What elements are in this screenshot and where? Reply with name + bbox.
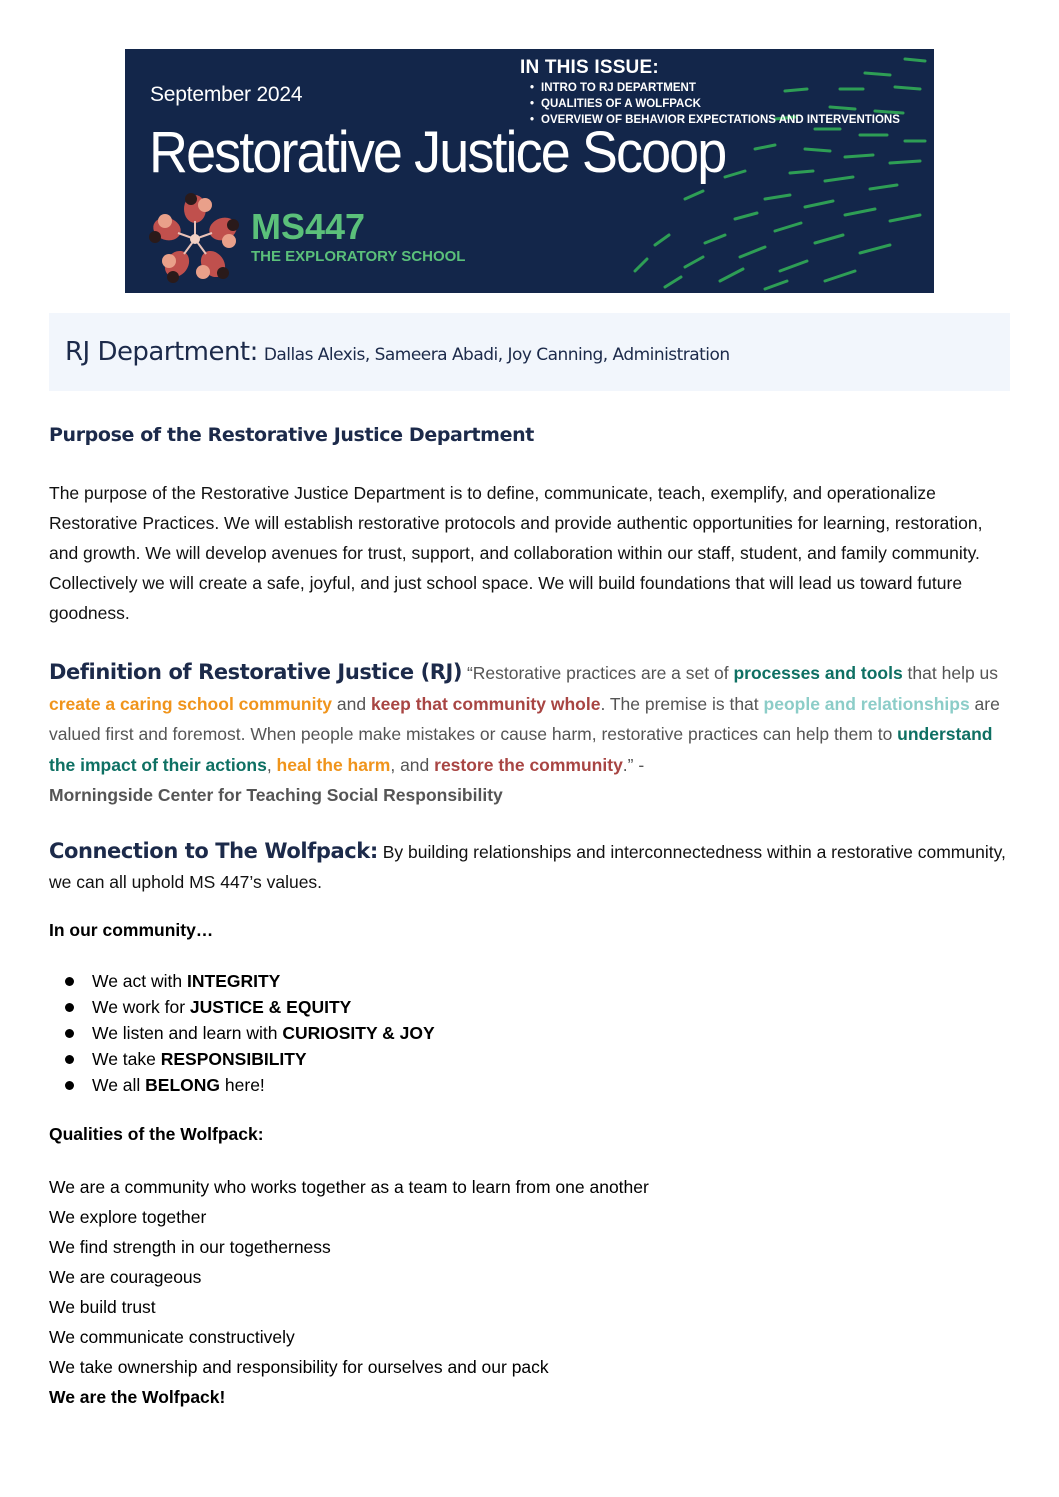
value-keyword: RESPONSIBILITY bbox=[160, 1049, 307, 1069]
qualities-list bbox=[49, 1172, 1014, 1412]
definition-text: . The premise is that bbox=[600, 693, 764, 714]
value-keyword: JUSTICE & EQUITY bbox=[189, 997, 352, 1017]
list-item: We are a community who works together as a team to learn from one another bbox=[49, 1177, 649, 1197]
purpose-heading: Purpose of the Restorative Justice Department bbox=[49, 424, 534, 446]
highlight-heal-harm: heal the harm bbox=[276, 754, 391, 775]
list-item bbox=[62, 1020, 435, 1046]
list-item bbox=[62, 1072, 435, 1098]
connection-paragraph bbox=[49, 836, 1014, 897]
newsletter-title: Restorative Justice Scoop bbox=[149, 120, 726, 185]
list-item bbox=[62, 968, 435, 994]
definition-source: Morningside Center for Teaching Social Responsibility bbox=[49, 785, 503, 805]
list-item: We communicate constructively bbox=[49, 1327, 295, 1347]
highlight-people-relationships: people and relationships bbox=[763, 693, 970, 714]
highlight-restore-community: restore the community bbox=[434, 754, 623, 775]
school-code: MS447 bbox=[251, 206, 366, 247]
rj-department-label: RJ Department: bbox=[65, 337, 258, 367]
list-item: We find strength in our togetherness bbox=[49, 1237, 331, 1257]
value-text: We work for bbox=[92, 997, 190, 1017]
rj-department-box bbox=[49, 313, 1010, 391]
rj-department-members: Dallas Alexis, Sameera Abadi, Joy Canning, Administration bbox=[263, 345, 730, 365]
qualities-heading: Qualities of the Wolfpack: bbox=[49, 1124, 264, 1144]
in-this-issue-list bbox=[530, 80, 900, 128]
value-text: here! bbox=[220, 1075, 265, 1095]
issue-item: • INTRO TO RJ DEPARTMENT bbox=[530, 80, 900, 96]
highlight-caring-community: create a caring school community bbox=[49, 693, 333, 714]
highlight-understand-impact: understand the impact of their actions bbox=[49, 724, 993, 775]
value-text: We act with bbox=[92, 971, 187, 991]
definition-lead: Definition of Restorative Justice (RJ) bbox=[49, 660, 463, 684]
community-heading: In our community… bbox=[49, 920, 214, 940]
highlight-processes: processes and tools bbox=[733, 663, 903, 683]
purpose-paragraph: The purpose of the Restorative Justice Department is to define, communicate, teach, exemplify, and operationalize Restorative Practices. We will establish restorative protocols and provide authentic opportunities for learning, restoration, and growth. We will develop avenues for trust, support, and collaboration within our staff, student, and family community. Collectively we will create a safe, joyful, and just school space. We will build foundations that will lead us toward future goodness. bbox=[49, 483, 983, 623]
in-this-issue-heading: IN THIS ISSUE: bbox=[520, 57, 659, 78]
list-item bbox=[62, 994, 435, 1020]
school-name: THE EXPLORATORY SCHOOL bbox=[251, 248, 466, 265]
value-keyword: INTEGRITY bbox=[187, 971, 281, 991]
definition-text: and bbox=[332, 693, 371, 714]
list-item: We take ownership and responsibility for ourselves and our pack bbox=[49, 1357, 549, 1377]
definition-text: “Restorative practices are a set of bbox=[462, 663, 734, 683]
qualities-closing: We are the Wolfpack! bbox=[49, 1387, 226, 1407]
issue-item: • QUALITIES OF A WOLFPACK bbox=[530, 96, 900, 112]
value-text: We listen and learn with bbox=[92, 1023, 283, 1043]
definition-text: , and bbox=[390, 754, 435, 775]
definition-text: .” - bbox=[622, 754, 645, 775]
rj-department-line bbox=[65, 337, 730, 367]
value-text: We take bbox=[92, 1049, 161, 1069]
definition-text: are valued first and foremost. When people make mistakes or cause harm, restorative practices can help them to bbox=[49, 693, 1000, 744]
issue-date: September 2024 bbox=[150, 83, 303, 106]
school-logo-icon bbox=[147, 193, 243, 285]
list-item bbox=[62, 1046, 435, 1072]
newsletter-banner bbox=[125, 49, 934, 293]
value-keyword: CURIOSITY & JOY bbox=[282, 1023, 435, 1043]
definition-text: , bbox=[266, 754, 277, 775]
value-text: We all bbox=[92, 1075, 146, 1095]
values-list bbox=[62, 968, 435, 1098]
list-item: We build trust bbox=[49, 1297, 156, 1317]
issue-item: • OVERVIEW OF BEHAVIOR EXPECTATIONS AND INTERVENTIONS bbox=[530, 112, 900, 128]
list-item: We explore together bbox=[49, 1207, 207, 1227]
value-keyword: BELONG bbox=[145, 1075, 221, 1095]
connection-lead: Connection to The Wolfpack: bbox=[49, 839, 378, 863]
definition-text: that help us bbox=[902, 663, 999, 683]
list-item: We are courageous bbox=[49, 1267, 202, 1287]
highlight-keep-whole: keep that community whole bbox=[370, 693, 601, 714]
definition-paragraph bbox=[49, 657, 1014, 811]
connection-text: By building relationships and interconnectedness within a restorative community, we can all uphold MS 447’s values. bbox=[49, 842, 1006, 892]
